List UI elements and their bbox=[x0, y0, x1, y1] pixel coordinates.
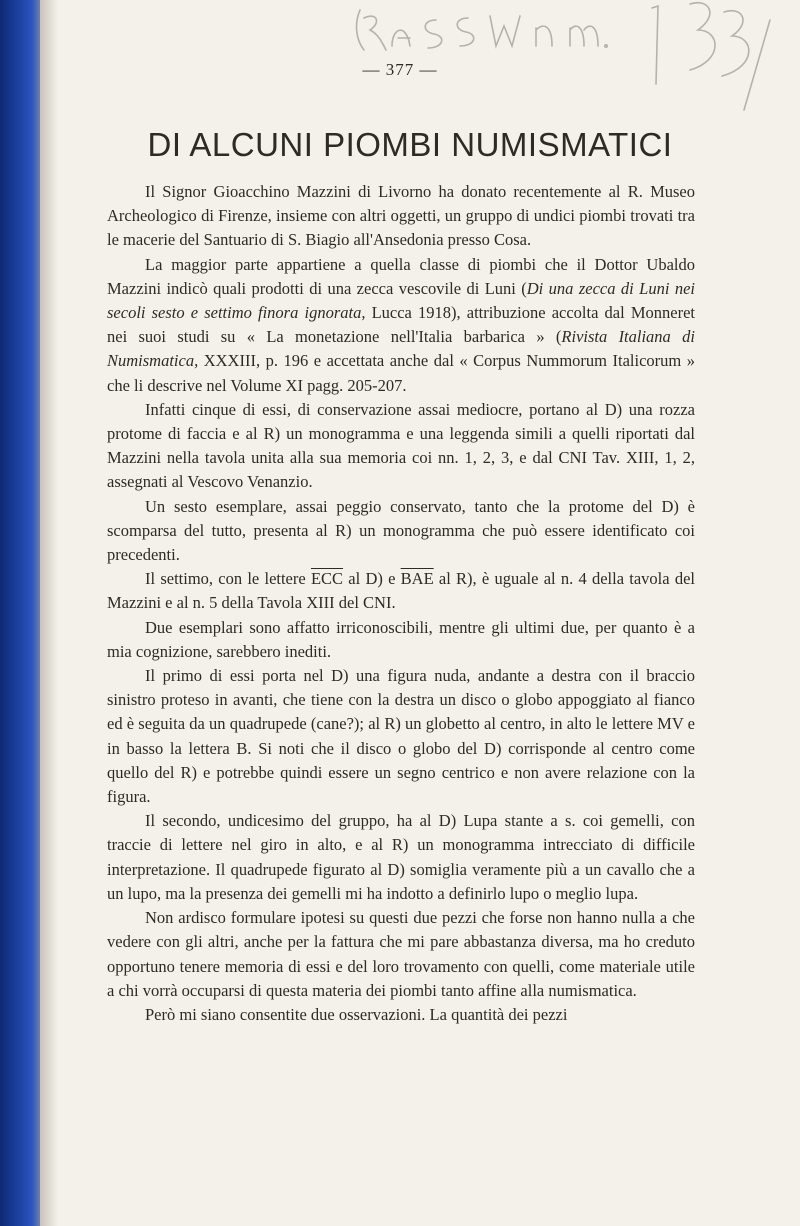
text-run: XXXIII, p. 196 e accettata anche dal « Corpus Nummorum Italicorum » che li descrive nel Volume XI pagg. 205-207. bbox=[107, 351, 695, 395]
paragraph-2 bbox=[107, 253, 695, 398]
text-run: Due esemplari sono affatto irriconoscibili, mentre gli ultimi due, per quanto è a mia cognizione, sarebbero inediti. bbox=[107, 617, 695, 661]
paragraph-5 bbox=[107, 567, 695, 615]
page-gutter-shadow bbox=[40, 0, 58, 1226]
paragraph-9 bbox=[107, 906, 695, 1003]
page-number: — 377 — bbox=[362, 60, 438, 79]
text-run: La maggior parte appartiene a quella classe di piombi che il Dottor Ubaldo Mazzini indicò quali prodotti di una zecca vescovile di Luni ( bbox=[107, 254, 695, 298]
text-run: Però mi siano consentite due osservazioni. La quantità dei pezzi bbox=[145, 1004, 568, 1024]
text-run: Lucca 1918), attribuzione accolta dal Monneret nei suoi studi su « La monetazione nell'Italia barbarica » ( bbox=[107, 303, 695, 347]
text-run: Un sesto esemplare, assai peggio conservato, tanto che la protome del D) è scomparsa del tutto, presenta al R) un monogramma che può essere identificato coi precedenti. bbox=[107, 496, 695, 565]
text-run: Infatti cinque di essi, di conservazione assai mediocre, portano al D) una rozza protome di faccia e al R) un monogramma e una leggenda simili a quelli riportati dal Mazzini nella tavola unita alla sua memoria coi nn. 1, 2, 3, e dal CNI Tav. XIII, 1, 2, assegnati al Vescovo Venanzio. bbox=[107, 399, 695, 492]
text-run: Il Signor Gioacchino Mazzini di Livorno ha donato recentemente al R. Museo Archeologico di Firenze, insieme con altri oggetti, un gruppo di undici piombi trovati tra le macerie del Santuario di S. Biagio all'Ansedonia presso Cosa. bbox=[107, 182, 695, 250]
paragraph-1 bbox=[107, 180, 695, 253]
paragraph-8 bbox=[107, 809, 695, 906]
citation-title: Di una zecca di Luni nei secoli sesto e settimo finora ignorata, bbox=[107, 278, 695, 323]
paragraph-6 bbox=[107, 616, 695, 664]
paragraph-10 bbox=[107, 1003, 695, 1027]
text-run: Il settimo, con le lettere bbox=[145, 569, 311, 589]
article-body bbox=[107, 180, 695, 1027]
text-run: al R), è uguale al n. 4 della tavola del Mazzini e al n. 5 della Tavola XIII del CNI. bbox=[107, 569, 695, 613]
book-binding-edge bbox=[0, 0, 40, 1226]
article-title: DI ALCUNI PIOMBI NUMISMATICI bbox=[147, 126, 673, 163]
paragraph-4 bbox=[107, 495, 695, 568]
abbreviation-overlined: $\overline{ECC}$ bbox=[310, 569, 344, 589]
journal-title: Rivista Italiana di Numismatica, bbox=[107, 327, 695, 371]
text-run: Il primo di essi porta nel D) una figura nuda, andante a destra con il braccio sinistro proteso in avanti, che tiene con la destra un disco o globo appoggiato al fianco ed è seguita da un quadrupede (cane?); al R) un globetto al centro, in alto le lettere MV e in basso la lettera B. Si noti che il disco o globo del D) corrisponde al centro come quello del R) e potrebbe quindi essere un segno centrico e non avere relazione con la figura. bbox=[107, 666, 695, 807]
text-run: al D) e bbox=[343, 569, 401, 589]
abbreviation-overlined: $\overline{BAE}$ bbox=[400, 569, 434, 589]
text-run: Il secondo, undicesimo del gruppo, ha al D) Lupa stante a s. coi gemelli, con traccie di lettere nel giro in alto, e al R) un monogramma intrecciato di difficile interpretazione. Il quadrupede figurato al D) somiglia veramente più a un cavallo che a un lupo, ma la presenza dei gemelli mi ha indotto a definirlo lupo o meglio lupa. bbox=[107, 811, 695, 903]
text-run: Non ardisco formulare ipotesi su questi due pezzi che forse non hanno nulla a che vedere con gli altri, anche per la fattura che mi pare abbastanza diversa, ma ho creduto opportuno tenere memoria di essi e del loro trovamento con quelli, come materiale utile a chi vorrà occuparsi di questa materia dei piombi tanto affine alla numismatica. bbox=[107, 908, 695, 1000]
paragraph-3 bbox=[107, 398, 695, 495]
paragraph-7 bbox=[107, 664, 695, 809]
